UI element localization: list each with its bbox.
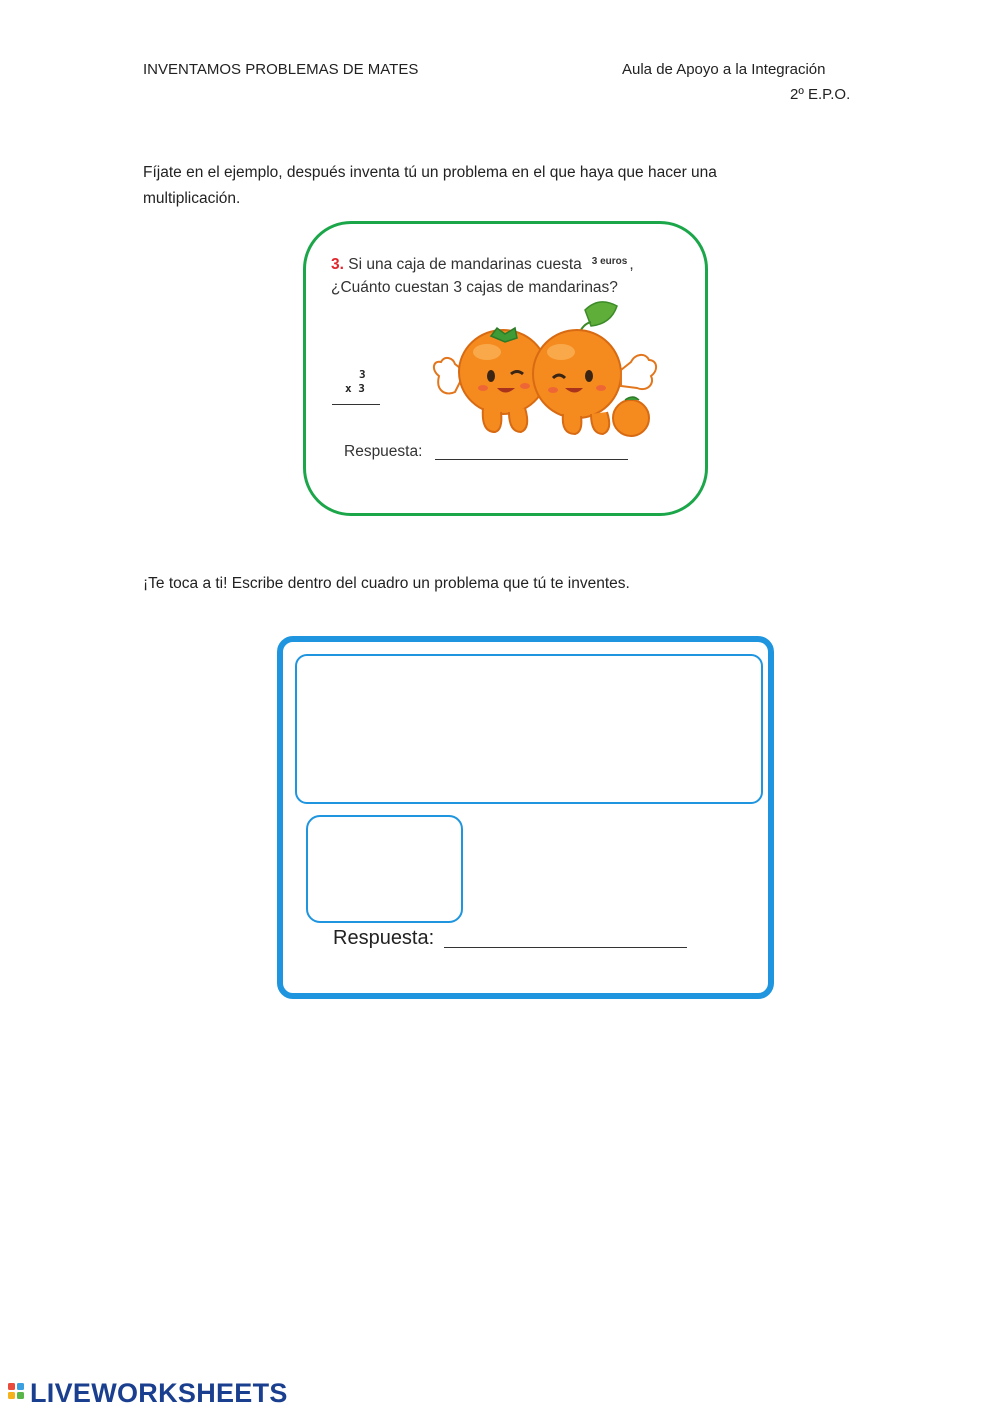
example-question-line-2: ¿Cuánto cuestan 3 cajas de mandarinas? <box>331 279 618 296</box>
liveworksheets-logo-icon <box>8 1383 28 1403</box>
example-price: 3 euros <box>591 256 628 267</box>
example-question-line-1 <box>331 256 634 274</box>
example-answer-label: Respuesta: <box>344 443 423 460</box>
example-comma: , <box>629 256 634 273</box>
example-text: Si una caja de mandarinas cuesta <box>348 256 582 273</box>
example-number: 3. <box>331 256 344 273</box>
instruction-text <box>143 160 717 212</box>
calculation-box[interactable] <box>306 815 463 923</box>
organization-label: Aula de Apoyo a la Integración <box>622 61 826 78</box>
your-turn-prompt: ¡Te toca a ti! Escribe dentro del cuadro un problema que tú te inventes. <box>143 575 630 592</box>
liveworksheets-logo: LIVEWORKSHEETS <box>30 1378 288 1408</box>
multiplication-top: 3 <box>359 368 366 381</box>
problem-text-box[interactable] <box>295 654 763 804</box>
grade-label: 2º E.P.O. <box>790 86 851 103</box>
instruction-line-2: multiplicación. <box>143 190 241 207</box>
answer-label: Respuesta: <box>333 927 435 949</box>
multiplication-line <box>332 404 380 405</box>
page-title: INVENTAMOS PROBLEMAS DE MATES <box>143 61 419 78</box>
multiplication-bottom: x 3 <box>345 382 365 395</box>
example-answer-line <box>435 459 628 460</box>
answer-field[interactable] <box>444 947 687 948</box>
instruction-line-1: Fíjate en el ejemplo, después inventa tú un problema en el que haya que hacer una <box>143 164 717 181</box>
mandarins-illustration-icon <box>425 300 665 442</box>
